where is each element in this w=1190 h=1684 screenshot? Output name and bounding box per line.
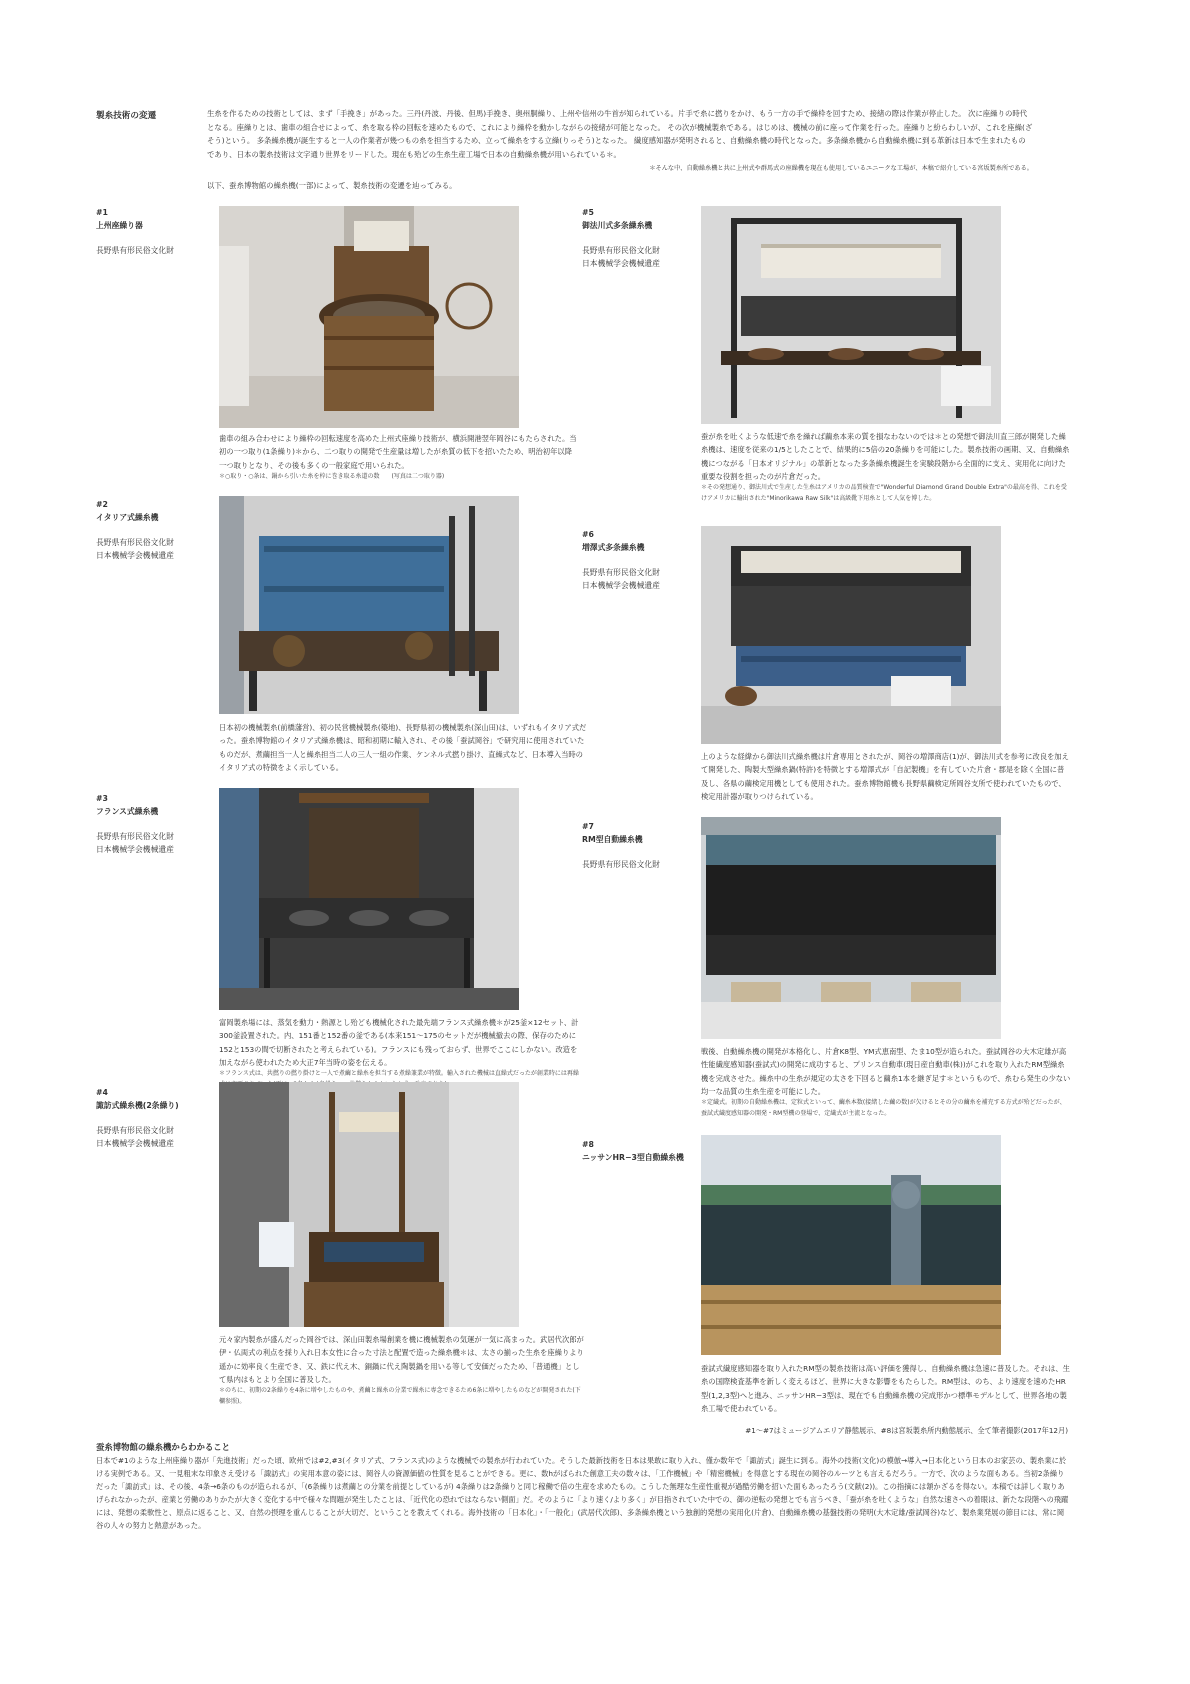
machine-attr: 日本機械学会機械遺産 xyxy=(96,1139,174,1148)
caption-note: ＊フランス式は、共撚りの撚り掛けと一人で煮繭と繰糸を担当する煮繰兼業が特徴。輸入された機械は直繰式だったが創業時には再繰 xyxy=(219,1070,579,1078)
caption-text: 日本初の機械製糸(前橋藩営)、初の民営機械製糸(築地)、長野県初の機械製糸(深山田)は、いずれもイタリア式だった。蚕糸博物館のイタリア式繰糸機は、昭和初期に輸入され、その後「蚕試岡谷」で研究用に使用されていたものだが、煮繭担当一人と繰糸担当二人の三人一組の作業、ケンネル式撚り掛け、直繰式など、日本導入当時のイタリア式の特徴をよく示している。 xyxy=(219,723,587,772)
machine-photo xyxy=(219,496,519,714)
machine-caption xyxy=(701,750,1071,803)
machine-name: RM型自動繰糸機 xyxy=(582,835,643,844)
machine-name: フランス式繰糸機 xyxy=(96,807,159,816)
machine-name: 諏訪式繰糸機(2条繰り) xyxy=(96,1101,179,1110)
machine-number: #4 xyxy=(96,1088,108,1097)
machine-caption xyxy=(701,430,1071,504)
section-heading: 製糸技術の変遷 xyxy=(96,111,157,121)
intro-block xyxy=(207,107,1033,192)
caption-text: 蚕試式繊度感知器を取り入れたRM型の製糸技術は高い評価を獲得し、自動繰糸機は急速に普及した。それは、生糸の国際検査基準を新しく変えるほど、世界に大きな影響をもたらした。RM型は、のち、より速度を速めたHR型(1,2,3型)へと進み、ニッサンHR−3型は、現在でも自動繰糸機の完成形かつ標準モデルとして、世界各地の製糸工場で使われている。 xyxy=(701,1364,1070,1413)
caption-text: 元々家内製糸が盛んだった岡谷では、深山田製糸場創業を機に機械製糸の気運が一気に高まった。武居代次郎が伊・仏両式の利点を採り入れ日本女性に合った寸法と配置で造った繰糸機＊は、太さの揃った生糸を座繰りより遥かに効率良く生産でき、又、鉄に代え木、銅鍋に代え陶製鍋を用いる等して安価だったため、「普通機」として県内はもとより全国に普及した。 xyxy=(219,1335,584,1384)
machine-caption xyxy=(219,1016,584,1090)
photo-credit: #1〜#7はミュージアムエリア静態展示、#8は宮坂製糸所内動態展示、全て筆者撮影(2017年12月) xyxy=(745,1426,1068,1435)
machine-photo xyxy=(219,1082,519,1327)
caption-text: 蚕が糸を吐くような低速で糸を繰れば繭糸本来の質を損なわないのでは＊との発想で御法川直三郎が開発した繰糸機は、速度を従来の1/5としたことで、結果的に5倍の20条繰りを可能にした。製糸技術の画期、又、自動繰糸機につながる「日本オリジナル」の革新となった多条繰糸機誕生を実験段階から全面的に支え、実用化に向けた重要な役割を担ったのが片倉だった。 xyxy=(701,432,1070,481)
machine-caption xyxy=(701,1362,1071,1415)
machine-attr: 長野県有形民俗文化財 xyxy=(582,860,660,869)
outro-body: 日本で#1のような上州座繰り器が「先進技術」だった頃、欧州では#2,#3(イタリア式、フランス式)のような機械での製糸が行われていた。そうした最新技術を日本は果敢に取り入れ、僅か数年で「諏訪式」誕生に到る。海外の技術(文化)の模倣→導入→日本化という日本のお家芸の、製糸業に於ける実例である。又、一見粗末な印象さえ受ける「諏訪式」の実用本意の姿には、岡谷人の資源価値の性質を見ることができる。更に、数hがばられた創意工夫の数々は、「工作機械」や「精密機械」を得意とする現在の岡谷のルーツとも言えるだろう。一方で、次のような面もある。当初2条繰りだった「諏訪式」は、その後、4条→6条のものが造られるが、「(6条繰りは煮繭との分業を前提としているが) 4条繰りは2条繰りと同じ稼働で倍の生産を求めたもの。こうした無理な生産性重視が過酷労働を招いた面もあったろう(文献(2))。この指摘には頷かざるを得ない。本稿では詳しく取りあげられなかったが、産業と労働のありかたが大きく変化する中で様々な問題が発生したことは、「近代化の恐れではならない側面」だ。そのように「より速く/より多く」が目指されていた中での、御の逆転の発想とでも言うべき、「蚕が糸を吐くような」自然な速さへの着眼は、新たな段階への飛躍には、発想の柔軟性と、原点に返ること、又、自然の摂理を重んじることが大切だ、ということを教えてくれる。海外技術の「日本化」・「一般化」(武居代次郎)、多条繰糸機という独創的発想の実用化(片倉)、自動繰糸機の基盤技術の発明(大木定雄/蚕試岡谷)など、製糸業発展の節目には、常に岡谷の人々の努力と熱意があった。 xyxy=(96,1456,1069,1530)
machine-name: イタリア式繰糸機 xyxy=(96,513,159,522)
caption-text: 上のような経緯から御法川式繰糸機は片倉専用とされたが、岡谷の増澤商店(1)が、御法川式を参考に改良を加えて開発した、陶製大型繰糸鍋(特許)を特徴とする増澤式が「自記製機」を有していた片倉・郡是を除く全国に普及し、各県の繭検定用機としても使用された。蚕糸博物館機も長野県繭検定所岡谷支所で使われていたもので、検定用計器が取りつけられている。 xyxy=(701,752,1069,801)
machine-photo xyxy=(701,206,1001,424)
machine-name: 御法川式多条繰糸機 xyxy=(582,221,653,230)
machine-name: 上州座繰り器 xyxy=(96,221,143,230)
machine-label xyxy=(96,1086,206,1150)
machine-label xyxy=(96,206,196,257)
machine-label xyxy=(96,498,206,562)
machine-photo xyxy=(219,788,519,1010)
machine-name: 増澤式多条繰糸機 xyxy=(582,543,645,552)
machine-photo xyxy=(701,817,1001,1039)
machine-attr: 日本機械学会機械遺産 xyxy=(582,259,660,268)
machine-number: #7 xyxy=(582,822,594,831)
caption-note: ＊その発想通り、御法川式で生産した生糸はアメリカの品質検査で"Wonderful Diamond Grand Double Extra"の最高を得、これを受けアメリカに輸出された"Minorikawa Raw Silk"は高級靴下用糸として人気を博した。 xyxy=(701,484,1067,502)
machine-caption xyxy=(219,432,579,482)
machine-number: #6 xyxy=(582,530,594,539)
machine-number: #8 xyxy=(582,1140,594,1149)
machine-number: #3 xyxy=(96,794,108,803)
machine-attr: 日本機械学会機械遺産 xyxy=(96,845,174,854)
caption-text: 戦後、自動繰糸機の開発が本格化し、片倉K8型、YM式恵南型、たま10型が造られた。蚕試岡谷の大木定雄が高性能繊度感知器(蚕試式)の開発に成功すると、プリンス自動車(現日産自動車(株))がこれを取り入れたRM型繰糸機を完成させた。繰糸中の生糸が規定の太さを下回ると繭糸1本を継ぎ足す＊というもので、糸むら発生の少ない均一な品質の生糸生産を可能にした。 xyxy=(701,1047,1071,1096)
caption-note: ＊○取り・○条は、鍋から引いた糸を枠に巻き取る糸道の数 (写真は二つ取り器) xyxy=(219,472,445,480)
intro-lead: 以下、蚕糸博物館の繰糸機(一部)によって、製糸技術の変遷を辿ってみる。 xyxy=(207,180,457,190)
machine-label xyxy=(582,206,692,270)
machine-name: ニッサンHR−3型自動繰糸機 xyxy=(582,1153,684,1162)
machine-label xyxy=(582,820,692,871)
machine-attr: 長野県有形民俗文化財 xyxy=(96,1126,174,1135)
machine-attr: 日本機械学会機械遺産 xyxy=(96,551,174,560)
machine-number: #1 xyxy=(96,208,108,217)
intro-body: 生糸を作るための技術としては、まず「手挽き」があった。三丹(丹波、丹後、但馬)手挽き、奥州胴繰り、上州や信州の牛首が知られている。片手で糸に撚りをかけ、もう一方の手で繰枠を回すため、接緒の際は作業が停止した。 次に座繰りの時代となる。座繰りとは、歯車の組合せによって、糸を取る枠の回転を速めたもので、これにより繰枠を動かしながらの接緒が可能となった。 その次が機械製糸である。はじめは、機械の前に座って作業を行った。座繰りと紛らわしいが、これを座繰(ざそう)という。 多条繰糸機が誕生すると一人の作業者が幾つもの糸を担当するため、立って繰糸をする立繰(りっそう)となった。 繊度感知器が発明されると、自動繰糸機の時代となった。多条繰糸機から自動繰糸機に到る革新は日本で生まれたものであり、日本の製糸技術は文字通り世界をリードした。現在も殆どの生糸生産工場で日本の自動繰糸機が用いられている＊。 xyxy=(207,109,1033,160)
caption-note: ＊定繊式。初期の自動繰糸機は、定粒式といって、繭糸本数(接緒した繭の数)が欠けるとその分の繭糸を補充する方式が殆どだったが、蚕試式繊度感知器の開発・RM型機の登場で、定繊式が主流となった。 xyxy=(701,1099,1066,1117)
section-heading: 蚕糸博物館の繰糸機からわかること xyxy=(96,1442,230,1452)
machine-caption xyxy=(701,1045,1071,1119)
machine-attr: 長野県有形民俗文化財 xyxy=(96,246,174,255)
machine-caption xyxy=(219,721,589,774)
machine-attr: 長野県有形民俗文化財 xyxy=(582,246,660,255)
intro-note: ＊そんな中、自動繰糸機と共に上州式や群馬式の座繰機を現在も使用しているユニークな工場が、本稿で紹介している宮坂製糸所である。 xyxy=(649,164,1033,172)
machine-photo xyxy=(701,526,1001,744)
machine-attr: 長野県有形民俗文化財 xyxy=(96,832,174,841)
machine-attr: 長野県有形民俗文化財 xyxy=(582,568,660,577)
machine-number: #2 xyxy=(96,500,108,509)
machine-attr: 日本機械学会機械遺産 xyxy=(582,581,660,590)
machine-photo xyxy=(701,1135,1001,1355)
machine-number: #5 xyxy=(582,208,594,217)
caption-text: 富岡製糸場には、蒸気を動力・熱源とし殆ども機械化された最先端フランス式繰糸機＊が25釜×12セット、計300釜設置された。内、151番と152番の釜である(本来151〜175のセットだが機械撤去の際、保存のために152と153の間で切断されたと考えられている)。フランスにも残っておらず、世界でここにしかない。改造を加えながら使われたため大正7年当時の姿を伝える。 xyxy=(219,1018,579,1067)
machine-caption xyxy=(219,1333,584,1407)
caption-text: 歯車の組み合わせにより繰枠の回転速度を高めた上州式座繰り技術が、横浜開港翌年岡谷にもたらされた。当初の一つ取り(1条繰り)＊から、二つ取りの開発で生産量は増したが糸質の低下を招いたため、明治初年以降一つ取りとなり、その後も多くの一般家庭で用いられた。 xyxy=(219,434,577,470)
caption-note: ＊のちに、初期の2条繰りを4条に増やしたものや、煮繭と繰糸の分業で繰糸に専念できるため6条に増やしたものなどが開発された(下欄参照)。 xyxy=(219,1387,581,1405)
machine-label xyxy=(582,528,692,592)
machine-label xyxy=(96,792,206,856)
machine-photo xyxy=(219,206,519,428)
machine-attr: 長野県有形民俗文化財 xyxy=(96,538,174,547)
